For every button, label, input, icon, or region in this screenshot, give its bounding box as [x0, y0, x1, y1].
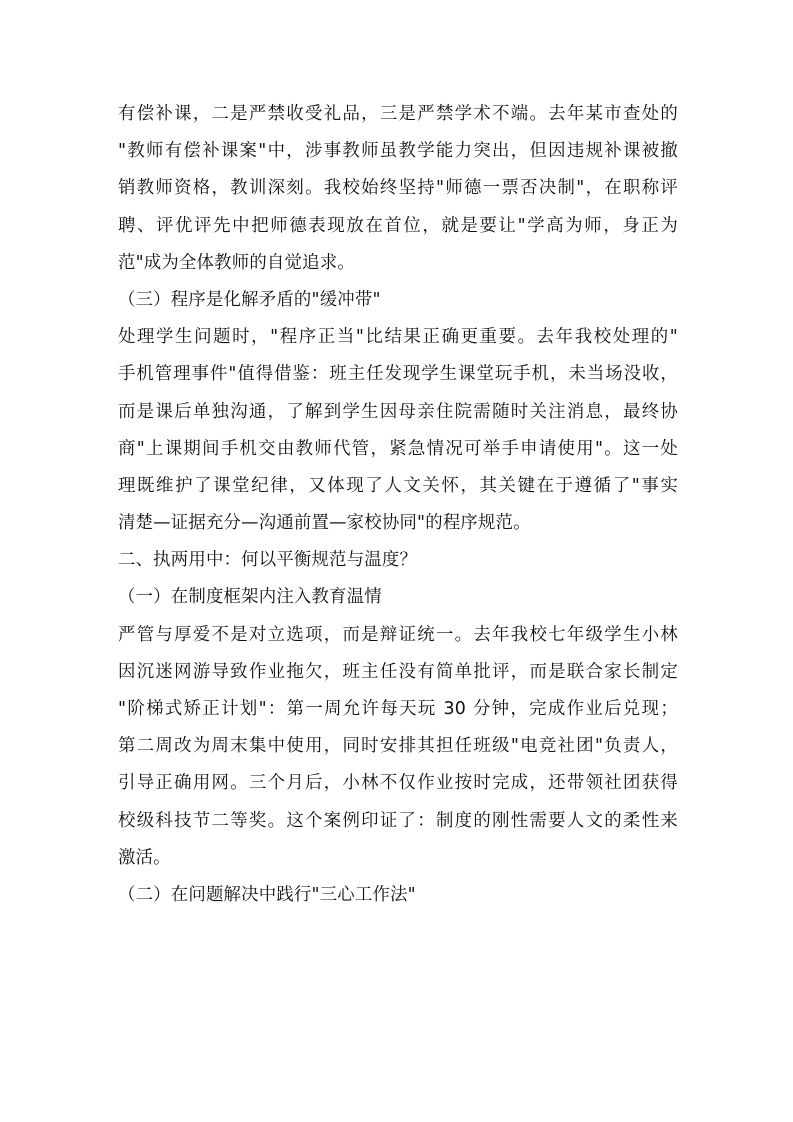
text-line: 校级科技节二等奖。这个案例印证了：制度的刚性需要人文的柔性来 [118, 810, 678, 831]
text-line: 处理学生问题时，"程序正当"比结果正确更重要。去年我校处理的" [118, 327, 678, 348]
text-line: （三）程序是化解矛盾的"缓冲带" [118, 289, 381, 310]
document-body [118, 96, 678, 914]
text-line: 清楚—证据充分—沟通前置—家校协同"的程序规范。 [118, 513, 531, 534]
text-line: 聘、评优评先中把师德表现放在首位，就是要让"学高为师，身正为 [118, 215, 678, 236]
text-line: 引导正确用网。三个月后，小林不仅作业按时完成，还带领社团获得 [118, 773, 678, 794]
text-line: （一）在制度框架内注入教育温情 [118, 587, 382, 608]
text-line: 二、执两用中：何以平衡规范与温度？ [118, 550, 418, 571]
text-line: 商"上课期间手机交由教师代管，紧急情况可举手申请使用"。这一处 [118, 438, 678, 459]
text-line: （二）在问题解决中践行"三心工作法" [118, 884, 416, 905]
text-line: 第二周改为周末集中使用，同时安排其担任班级"电竞社团"负责人， [118, 736, 678, 757]
text-line: 有偿补课，二是严禁收受礼品，三是严禁学术不端。去年某市查处的 [118, 104, 678, 124]
text-line: 手机管理事件"值得借鉴：班主任发现学生课堂玩手机，未当场没收， [118, 364, 678, 385]
text-line: 激活。 [118, 847, 171, 868]
text-line: "阶梯式矫正计划"：第一周允许每天玩 30 分钟，完成作业后兑现； [118, 699, 678, 719]
text-line: "教师有偿补课案"中，涉事教师虽教学能力突出，但因违规补课被撤 [118, 141, 678, 162]
text-line: 范"成为全体教师的自觉追求。 [118, 252, 355, 273]
text-line: 销教师资格，教训深刻。我校始终坚持"师德一票否决制"，在职称评 [118, 178, 678, 199]
text-line: 理既维护了课堂纪律，又体现了人文关怀，其关键在于遵循了"事实 [118, 475, 678, 496]
text-line: 因沉迷网游导致作业拖欠，班主任没有简单批评，而是联合家长制定 [118, 661, 678, 682]
text-line: 而是课后单独沟通，了解到学生因母亲住院需随时关注消息，最终协 [118, 401, 678, 422]
text-line: 严管与厚爱不是对立选项，而是辩证统一。去年我校七年级学生小林 [118, 624, 678, 645]
